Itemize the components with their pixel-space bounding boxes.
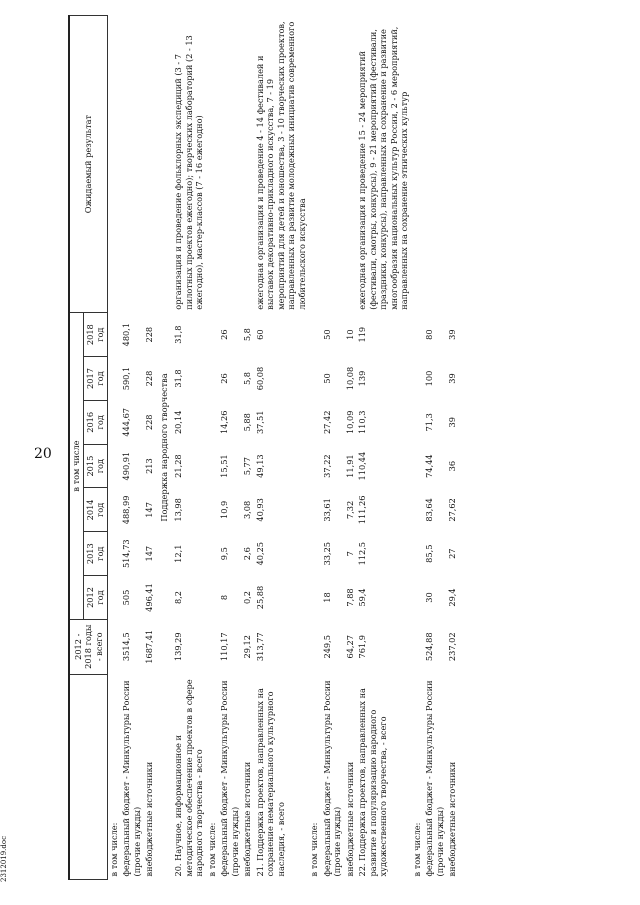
row-result <box>120 16 143 313</box>
row-value: 1687,41 <box>144 629 154 664</box>
row-value: 20,14 <box>173 410 183 435</box>
row-value: 249,5 <box>321 635 332 659</box>
row-value: 85,5 <box>424 544 434 563</box>
row-value: 27,62 <box>447 498 457 522</box>
row-name: внебюджетные источники <box>242 761 252 877</box>
row-value: 5,8 <box>242 328 252 342</box>
row-value: 7 <box>344 551 355 557</box>
row-result <box>218 16 241 313</box>
row-value: 10,09 <box>344 410 355 435</box>
row-value: 26 <box>219 373 229 384</box>
row-value <box>411 532 424 576</box>
row-value: 5,77 <box>242 456 252 476</box>
row-value: 514,73 <box>121 539 131 569</box>
row-value: 237,02 <box>447 632 457 662</box>
row-value <box>308 532 321 576</box>
table-row <box>107 16 120 880</box>
row-value: 110,3 <box>357 410 367 435</box>
row-name: внебюджетные источники <box>344 761 355 877</box>
row-value: 40,93 <box>254 498 265 522</box>
row-value <box>206 357 219 401</box>
row-value <box>308 444 321 488</box>
row-value: 505 <box>121 589 131 606</box>
table-row <box>356 16 411 880</box>
row-value <box>206 532 219 576</box>
row-value: 21,28 <box>173 454 183 478</box>
row-value <box>107 576 120 620</box>
row-value <box>308 313 321 357</box>
row-value: 30 <box>424 592 434 603</box>
row-value: 100 <box>424 370 434 387</box>
row-value: 228 <box>144 414 154 431</box>
row-value <box>411 313 424 357</box>
row-value <box>107 400 120 444</box>
year-header: 2014 год <box>83 488 107 532</box>
row-result <box>446 16 459 313</box>
row-result: ежегодная организация и проведение 15 - 24 мероприятий (фестивали, смотры, конкурсы), 9 - 21 мероприятий (фестивали, праздники, конкурсы), направленных на сохранение и развитие многообразия национальных культур России, 2 - 6 мероприятий, направленных на сохранение этнических культур <box>357 26 409 310</box>
row-name: в том числе: <box>309 822 319 877</box>
row-value <box>308 576 321 620</box>
row-value: 313,77 <box>254 632 265 662</box>
row-name: внебюджетные источники <box>447 761 457 877</box>
row-value: 5,88 <box>242 413 252 432</box>
row-result: ежегодная организация и проведение 4 - 14 фестивалей и выставок декоративно-прикладного искусства, 7 - 19 мероприятий для детей и юношества, 3 - 10 творческих проектов, направленных на развитие молодежных инициатив современного любительского искусства <box>254 21 307 310</box>
row-result <box>143 16 156 313</box>
name-header <box>69 674 107 879</box>
row-value: 31,8 <box>173 325 183 344</box>
row-value: 488,99 <box>121 495 131 525</box>
table-row <box>411 16 424 880</box>
row-value: 71,3 <box>424 413 434 432</box>
row-result <box>344 16 357 313</box>
row-value: 33,61 <box>321 498 332 522</box>
row-value: 59,4 <box>357 588 367 607</box>
year-header: 2015 год <box>83 444 107 488</box>
row-name: федеральный бюджет - Минкультуры России (прочие нужды) <box>424 680 445 877</box>
row-value: 7,32 <box>344 500 355 520</box>
table-row <box>254 16 309 880</box>
row-name: федеральный бюджет - Минкультуры России (прочие нужды) <box>219 680 240 877</box>
row-value <box>411 357 424 401</box>
row-value: 18 <box>321 592 332 603</box>
row-value: 3514,5 <box>121 632 131 662</box>
row-value <box>107 619 120 674</box>
row-value: 36 <box>447 460 457 472</box>
footer-code: 2312019.doc <box>0 835 8 882</box>
row-value: 10,9 <box>219 500 229 520</box>
row-result <box>423 16 446 313</box>
header-row-1 <box>69 16 83 880</box>
total-header: 2012 - 2018 годы - всего <box>69 619 107 674</box>
table-row <box>172 16 206 880</box>
row-value: 7,88 <box>344 588 355 607</box>
row-value: 444,67 <box>121 407 131 437</box>
row-value: 147 <box>144 545 154 562</box>
row-value: 12,1 <box>173 544 183 563</box>
row-value <box>107 357 120 401</box>
table-row <box>423 16 446 880</box>
row-value: 14,26 <box>219 410 229 435</box>
row-value: 31,8 <box>173 369 183 388</box>
row-value <box>411 400 424 444</box>
row-value: 49,13 <box>254 454 265 478</box>
year-header: 2016 год <box>83 400 107 444</box>
row-value: 139,29 <box>173 632 183 662</box>
table-body <box>107 16 459 880</box>
row-value <box>206 444 219 488</box>
row-value: 40,25 <box>254 541 265 566</box>
table-row <box>321 16 344 880</box>
in-total-header: в том числе <box>69 313 83 620</box>
row-value <box>206 313 219 357</box>
year-header: 2017 год <box>83 357 107 401</box>
row-value <box>206 488 219 532</box>
row-value: 213 <box>144 458 154 474</box>
row-value <box>411 444 424 488</box>
row-value: 13,98 <box>173 498 183 522</box>
row-value: 111,26 <box>357 495 367 525</box>
year-header: 2013 год <box>83 532 107 576</box>
row-value: 0,2 <box>242 590 252 605</box>
row-value: 80 <box>424 329 434 340</box>
page-number: 20 <box>34 446 52 462</box>
row-value: 10,08 <box>344 366 355 391</box>
row-name: в том числе: <box>411 822 422 877</box>
section-title: Поддержка народного творчества <box>158 373 169 522</box>
row-value: 228 <box>144 370 154 387</box>
row-value: 3,08 <box>242 500 252 520</box>
row-value: 39 <box>447 373 457 384</box>
row-value <box>411 576 424 620</box>
row-value: 50 <box>321 373 332 384</box>
row-value: 60,08 <box>254 366 265 391</box>
row-value: 147 <box>144 502 154 518</box>
row-value: 83,64 <box>424 498 434 522</box>
row-value: 8 <box>219 594 229 601</box>
table-row <box>446 16 459 880</box>
row-value: 27,42 <box>321 410 332 435</box>
row-value <box>107 313 120 357</box>
section-row <box>156 16 173 880</box>
budget-table <box>68 15 459 880</box>
row-name: 20. Научное, информационное и методическое обеспечение проектов в сфере народного творчества - всего <box>173 679 204 877</box>
row-result <box>321 16 344 313</box>
year-header: 2012 год <box>83 576 107 620</box>
row-value: 10 <box>344 329 355 340</box>
row-value: 119 <box>357 326 367 343</box>
row-value: 228 <box>144 326 154 343</box>
row-value: 33,25 <box>321 541 332 566</box>
row-value <box>308 619 321 674</box>
row-value: 37,22 <box>321 454 332 478</box>
row-value: 26 <box>219 329 229 340</box>
row-result <box>206 16 219 313</box>
row-name: 21. Поддержка проектов, направленных на сохранение нематериального культурного наследия, - всего <box>254 688 286 877</box>
row-value: 112,5 <box>357 541 367 566</box>
table-row <box>143 16 156 880</box>
row-value: 496,41 <box>144 583 154 612</box>
row-value: 490,91 <box>121 451 131 481</box>
row-result <box>308 16 321 313</box>
row-value: 2,6 <box>242 547 252 561</box>
row-value: 74,44 <box>424 454 434 478</box>
row-value <box>107 532 120 576</box>
row-name: 22. Поддержка проектов, направленных на развитие и популяризацию народного художественного творчества, - всего <box>357 688 388 877</box>
row-value: 524,88 <box>424 632 434 662</box>
row-value <box>206 400 219 444</box>
row-value: 9,5 <box>219 547 229 561</box>
row-value: 110,17 <box>219 632 229 662</box>
row-value <box>411 488 424 532</box>
row-value: 39 <box>447 417 457 428</box>
table-row <box>308 16 321 880</box>
row-value: 64,27 <box>344 635 355 659</box>
row-value: 11,91 <box>344 454 355 478</box>
row-name: в том числе: <box>206 822 217 877</box>
row-value: 60 <box>254 329 265 340</box>
result-header: Ожидаемый результат <box>69 16 107 313</box>
row-value <box>308 357 321 401</box>
table-row <box>120 16 143 880</box>
row-value: 761,9 <box>357 635 367 659</box>
row-result <box>107 16 120 313</box>
row-result: организация и проведение фольклорных экспедиций (3 - 7 пилотных проектов ежегодно); творческих лабораторий (2 - 13 ежегодно), мастер-классов (7 - 16 ежегодно) <box>173 35 204 310</box>
row-name: в том числе: <box>108 822 119 877</box>
row-value: 480,1 <box>121 322 131 347</box>
row-value: 39 <box>447 329 457 340</box>
row-result <box>411 16 424 313</box>
table-row <box>206 16 219 880</box>
row-value: 15,51 <box>219 454 229 478</box>
row-value <box>206 576 219 620</box>
row-name: федеральный бюджет - Минкультуры России (прочие нужды) <box>121 680 142 877</box>
row-value <box>411 619 424 674</box>
row-value: 110,44 <box>357 451 367 481</box>
row-value: 590,1 <box>121 366 131 391</box>
row-value: 37,51 <box>254 410 265 435</box>
row-value: 50 <box>321 329 332 340</box>
row-value: 29,4 <box>447 588 457 607</box>
row-value: 25,88 <box>254 585 265 610</box>
row-value: 139 <box>357 370 367 387</box>
row-value <box>308 400 321 444</box>
row-value: 29,12 <box>242 635 252 659</box>
row-name: федеральный бюджет - Минкультуры России (прочие нужды) <box>321 680 342 877</box>
rotated-table-page <box>68 15 588 880</box>
row-value <box>308 488 321 532</box>
table-row <box>218 16 241 880</box>
row-value: 27 <box>447 548 457 559</box>
row-result <box>241 16 254 313</box>
row-value: 8,2 <box>173 590 183 605</box>
year-header: 2018 год <box>83 313 107 357</box>
table-row <box>241 16 254 880</box>
row-name: внебюджетные источники <box>144 761 154 877</box>
row-value <box>107 488 120 532</box>
row-value: 5,8 <box>242 372 252 386</box>
row-value <box>206 619 219 674</box>
table-row <box>344 16 357 880</box>
row-value <box>107 444 120 488</box>
